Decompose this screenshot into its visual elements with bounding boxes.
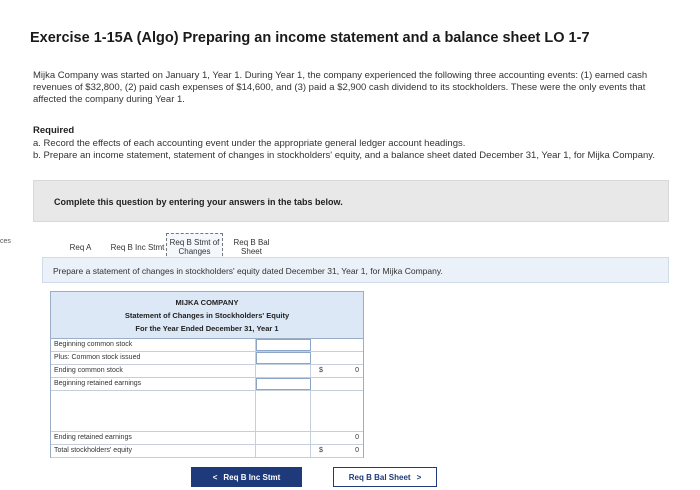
total-cell [311,365,363,377]
dollar-sign: $ [319,367,323,374]
company-name: MIJKA COMPANY [175,298,239,307]
total-stockholders-equity-value: 0 [355,447,359,454]
next-tab-button[interactable] [333,467,437,487]
chevron-left-icon: < [212,472,218,482]
exercise-title: Exercise 1-15A (Algo) Preparing an income statement and a balance sheet LO 1-7 [30,30,590,46]
next-tab-label: Req B Bal Sheet [348,472,411,482]
amount-cell [256,432,311,444]
complete-instruction-bar [33,180,669,222]
cropped-sidebar-text: ces [0,238,11,245]
tab-req-b-bal-sheet[interactable]: Req B Bal Sheet [223,233,280,261]
amount-cell [256,445,311,457]
prepare-instruction-bar [42,257,669,283]
dollar-sign: $ [319,447,323,454]
amount-input[interactable] [256,391,311,431]
prev-tab-button[interactable] [191,467,302,487]
row-label-input[interactable] [51,391,256,431]
total-cell [311,378,363,390]
amount-input[interactable] [256,378,311,390]
row-label-input[interactable]: Ending retained earnings [51,432,256,444]
required-b: b. Prepare an income statement, statement of changes in stockholders' equity, and a balance sheet dated December 31, Year 1, for Mijka Company. [33,150,655,161]
table-row [51,339,363,352]
row-label-input[interactable]: Beginning common stock [51,339,256,351]
tab-req-a[interactable]: Req A [52,233,109,261]
total-cell [311,432,363,444]
table-row [51,352,363,365]
row-label-input[interactable]: Total stockholders' equity [51,445,256,457]
table-row [51,378,363,391]
total-cell [311,339,363,351]
statement-name: Statement of Changes in Stockholders' Equity [124,311,290,320]
table-row [51,365,363,378]
total-cell [311,391,363,431]
prepare-instruction-text: Prepare a statement of changes in stockholders' equity dated December 31, Year 1, for Mijka Company. [53,266,443,276]
row-label-input[interactable]: Ending common stock [51,365,256,377]
row-label-input[interactable]: Beginning retained earnings [51,378,256,390]
prev-tab-label: Req B Inc Stmt [223,472,281,482]
table-row [51,432,363,445]
amount-input[interactable] [256,339,311,351]
table-row [51,445,363,458]
exercise-intro: Mijka Company was started on January 1, Year 1. During Year 1, the company experienced the following three accounting events: (1) earned cash revenues of $32,800, (2) paid cash expenses of $14,600, and (3) paid a $2,900 cash dividend to its stockholders. These were the only events that affected the company during Year 1. [33,70,648,105]
row-label-input[interactable]: Plus: Common stock issued [51,352,256,364]
total-cell [311,445,363,457]
amount-input[interactable] [256,352,311,364]
statement-period: For the Year Ended December 31, Year 1 [135,324,279,333]
total-cell [311,352,363,364]
table-row [51,391,363,432]
tab-req-b-stmt-of-changes[interactable]: Req B Stmt of Changes [166,233,223,261]
amount-cell [256,365,311,377]
statement-of-changes-table [50,291,364,458]
complete-instruction-text: Complete this question by entering your answers in the tabs below. [54,197,343,207]
ending-retained-earnings-value: 0 [355,434,359,441]
ending-common-stock-value: 0 [355,367,359,374]
tab-req-b-inc-stmt[interactable]: Req B Inc Stmt [109,233,166,261]
required-heading: Required [33,125,75,136]
statement-header [51,292,363,339]
chevron-right-icon: > [416,472,422,482]
required-a: a. Record the effects of each accounting event under the appropriate general ledger account headings. [33,138,466,149]
